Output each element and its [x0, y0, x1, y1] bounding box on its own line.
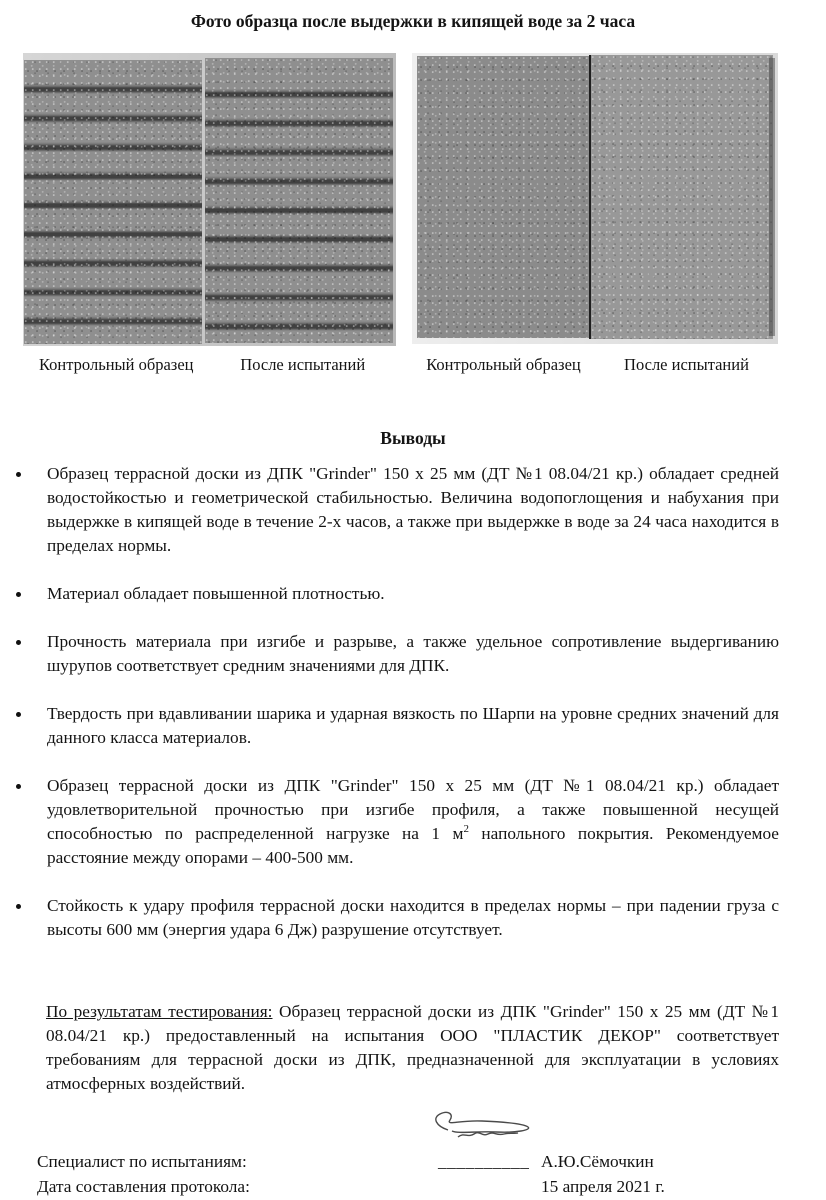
conclusion-item: Материал обладает повышенной плотностью.	[14, 582, 779, 606]
photo-smooth-samples	[412, 53, 778, 344]
conclusion-item: Образец террасной доски из ДПК "Grinder" 150 х 25 мм (ДТ №1 08.04/21 кр.) обладает средней водостойкостью и геометрической стабильностью. Величина водопоглощения и набухания при выдержке в кипящей воде в течение 2-х часов, а также при выдержке в воде за 24 часа находится в пределах нормы.	[14, 462, 779, 558]
conclusions-heading: Выводы	[380, 428, 446, 448]
signature-line: __________	[438, 1152, 530, 1171]
conclusions-list	[14, 462, 779, 966]
conclusion-item: Твердость при вдавливании шарика и ударная вязкость по Шарпи на уровне средних значений для данного класса материалов.	[14, 702, 779, 750]
protocol-date-label: Дата составления протокола:	[37, 1177, 250, 1196]
caption-control-sample: Контрольный образец	[426, 355, 581, 374]
caption-after-test: После испытаний	[240, 355, 366, 374]
summary-lead-underlined: По результатам тестирования:	[46, 1002, 273, 1021]
conclusion-item: Прочность материала при изгибе и разрыве, а также удельное сопротивление выдергиванию шурупов соответствует средним значениями для ДПК.	[14, 630, 779, 678]
captions-smooth	[412, 355, 778, 375]
conclusion-item: Образец террасной доски из ДПК "Grinder" 150 х 25 мм (ДТ №1 08.04/21 кр.) обладает удовлетворительной прочностью при изгибе профиля, а также повышенной несущей способностью по распределенной нагрузке на 1 $м^2$ напольного покрытия. Рекомендуемое расстояние между опорами – 400-500 мм.	[14, 774, 779, 870]
signature-scribble	[424, 1104, 536, 1150]
summary-body: Образец террасной доски из ДПК "Grinder" 150 х 25 мм (ДТ №1 08.04/21 кр.) предоставленный на испытания ООО "ПЛАСТИК ДЕКОР" соответствует требованиям для террасной доски из ДПК, предназначенной для эксплуатации в условиях атмосферных воздействий.	[46, 1002, 779, 1093]
board-control-smooth	[417, 56, 589, 338]
photo-shadow	[769, 58, 775, 336]
caption-control-sample: Контрольный образец	[39, 355, 194, 374]
photo-grooved-samples	[23, 53, 396, 346]
test-summary-paragraph	[46, 1000, 779, 1096]
board-tested-grooved	[205, 58, 393, 343]
page-title: Фото образца после выдержки в кипящей воде за 2 часа	[190, 11, 636, 31]
square-meter-superscript: 2	[463, 823, 469, 836]
conclusion-item: Стойкость к удару профиля террасной доски находится в пределах нормы – при падении груза с высоты 600 мм (энергия удара 6 Дж) разрушение отсутствует.	[14, 894, 779, 942]
board-groove-texture	[24, 65, 202, 344]
caption-after-test: После испытаний	[624, 355, 749, 374]
protocol-date-value: 15 апреля 2021 г.	[541, 1177, 665, 1196]
specialist-label: Специалист по испытаниям:	[37, 1152, 247, 1171]
board-groove-texture	[205, 70, 393, 343]
board-tested-smooth	[589, 55, 773, 339]
captions-grooved	[23, 355, 396, 375]
specialist-name: А.Ю.Сёмочкин	[541, 1152, 654, 1171]
board-control-grooved	[24, 60, 202, 344]
